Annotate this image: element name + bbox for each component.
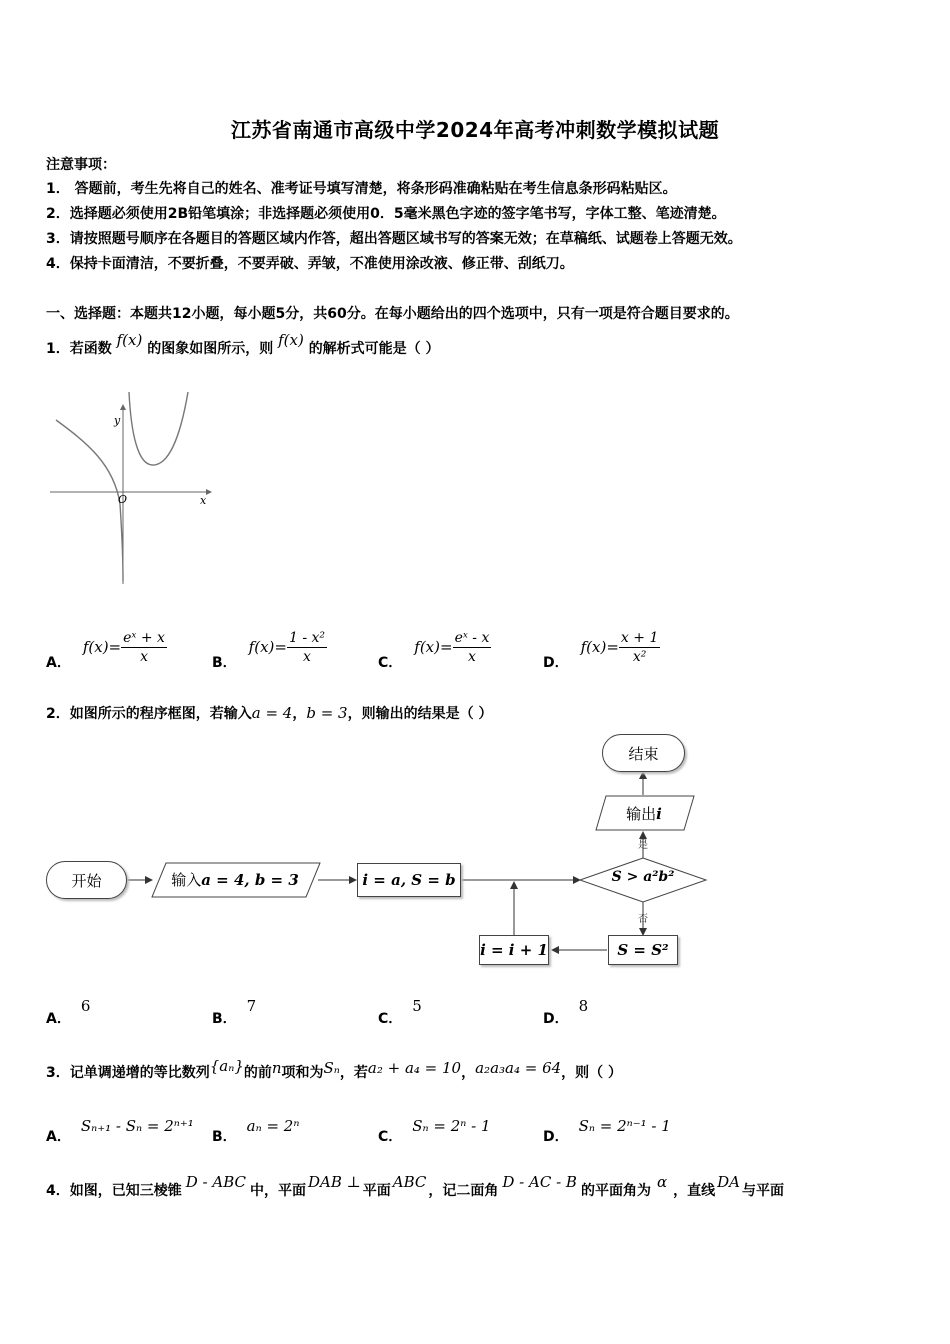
option-fraction: $\frac{x + 1}{\text{x²}}$ bbox=[620, 629, 659, 665]
q3-option-a: A．Sₙ₊₁ - Sₙ = 2ⁿ⁺¹ bbox=[46, 1117, 194, 1145]
option-letter: D． bbox=[543, 655, 569, 671]
option-fraction: $\frac{\text{1 - x²}}{x}$ bbox=[288, 629, 326, 665]
q2-option-d: D．8 bbox=[543, 997, 589, 1027]
q1-fx-2: f(x) bbox=[278, 331, 304, 349]
q2-text-a: 2．如图所示的程序框图，若输入 bbox=[46, 706, 252, 722]
q1-end: 的解析式可能是（ ） bbox=[308, 341, 440, 357]
q3-stem: 3．记单调递增的等比数列{aₙ}的前n项和为Sₙ，若a₂ + a₄ = 10，a₂a₃a₄ = 64，则（ ） bbox=[46, 1057, 623, 1081]
q2-option-c: C．5 bbox=[378, 997, 422, 1027]
notice-item-4: 4．保持卡面清洁，不要折叠，不要弄破、弄皱，不准使用涂改液、修正带、刮纸刀。 bbox=[46, 256, 574, 272]
flow-no-label: 否 bbox=[638, 914, 648, 925]
flow-input-label: 输入a = 4, b = 3 bbox=[171, 871, 299, 889]
flow-end: 结束 bbox=[602, 734, 685, 772]
flow-increment: i = i + 1 bbox=[479, 935, 549, 965]
q1-mid: 的图象如图所示，则 bbox=[147, 341, 274, 357]
q2-option-b: B．7 bbox=[212, 997, 257, 1027]
option-lhs: f(x)= bbox=[414, 638, 453, 656]
option-letter: A． bbox=[46, 655, 71, 671]
q2-sep: ， bbox=[292, 706, 307, 722]
q2-text-b: ，则输出的结果是（ ） bbox=[347, 706, 493, 722]
q3-option-c: C．Sₙ = 2ⁿ - 1 bbox=[378, 1117, 491, 1145]
x-axis-label: x bbox=[200, 494, 207, 507]
q2-cond-a: a = 4 bbox=[251, 704, 293, 722]
page-title: 江苏省南通市高级中学2024年高考冲刺数学模拟试题 bbox=[230, 118, 720, 142]
notice-item-2: 2．选择题必须使用2B铅笔填涂；非选择题必须使用0．5毫米黑色字迹的签字笔书写，字体工整、笔迹清楚。 bbox=[46, 206, 726, 222]
option-letter: C． bbox=[378, 655, 403, 671]
option-lhs: f(x)= bbox=[580, 638, 619, 656]
notice-item-3: 3．请按照题号顺序在各题目的答题区域内作答，超出答题区域书写的答案无效；在草稿纸、试题卷上答题无效。 bbox=[46, 231, 742, 247]
notice-heading: 注意事项： bbox=[46, 157, 116, 173]
y-axis-label: y bbox=[114, 414, 121, 427]
option-lhs: f(x)= bbox=[82, 638, 122, 656]
q3-option-b: B．aₙ = 2ⁿ bbox=[212, 1117, 300, 1145]
section-heading: 一、选择题：本题共12小题，每小题5分，共60分。在每小题给出的四个选项中，只有一项是符合题目要求的。 bbox=[46, 306, 739, 322]
q2-cond-b: b = 3 bbox=[306, 704, 348, 722]
notice-item-1: 1． 答题前，考生先将自己的姓名、准考证号填写清楚，将条形码准确粘贴在考生信息条形码粘贴区。 bbox=[46, 181, 677, 197]
flow-yes-label: 是 bbox=[638, 840, 648, 851]
flow-square: S = S² bbox=[608, 935, 678, 965]
flow-condition: S > a²b² bbox=[611, 869, 675, 885]
flow-init: i = a, S = b bbox=[357, 863, 461, 897]
origin-label: O bbox=[118, 493, 128, 506]
option-fraction: $\frac{\text{eˣ + x}}{x}$ bbox=[123, 629, 165, 665]
q3-option-d: D．Sₙ = 2ⁿ⁻¹ - 1 bbox=[543, 1117, 671, 1145]
q4-stem: 4．如图，已知三棱锥 D - ABC 中，平面 DAB ⊥ 平面 ABC ，记二面角 D - AC - B 的平面角为 α ，直线 DA 与平面 bbox=[46, 1173, 784, 1199]
option-fraction: $\frac{\text{eˣ - x}}{x}$ bbox=[454, 629, 490, 665]
q1-fx-1: f(x) bbox=[116, 331, 143, 349]
flow-start: 开始 bbox=[46, 861, 127, 899]
q2-option-a: A．6 bbox=[46, 997, 91, 1027]
q1-num: 1．若函数 bbox=[46, 341, 112, 357]
option-letter: B． bbox=[212, 655, 237, 671]
option-lhs: f(x)= bbox=[248, 638, 287, 656]
flow-output: 输出i bbox=[626, 805, 662, 823]
